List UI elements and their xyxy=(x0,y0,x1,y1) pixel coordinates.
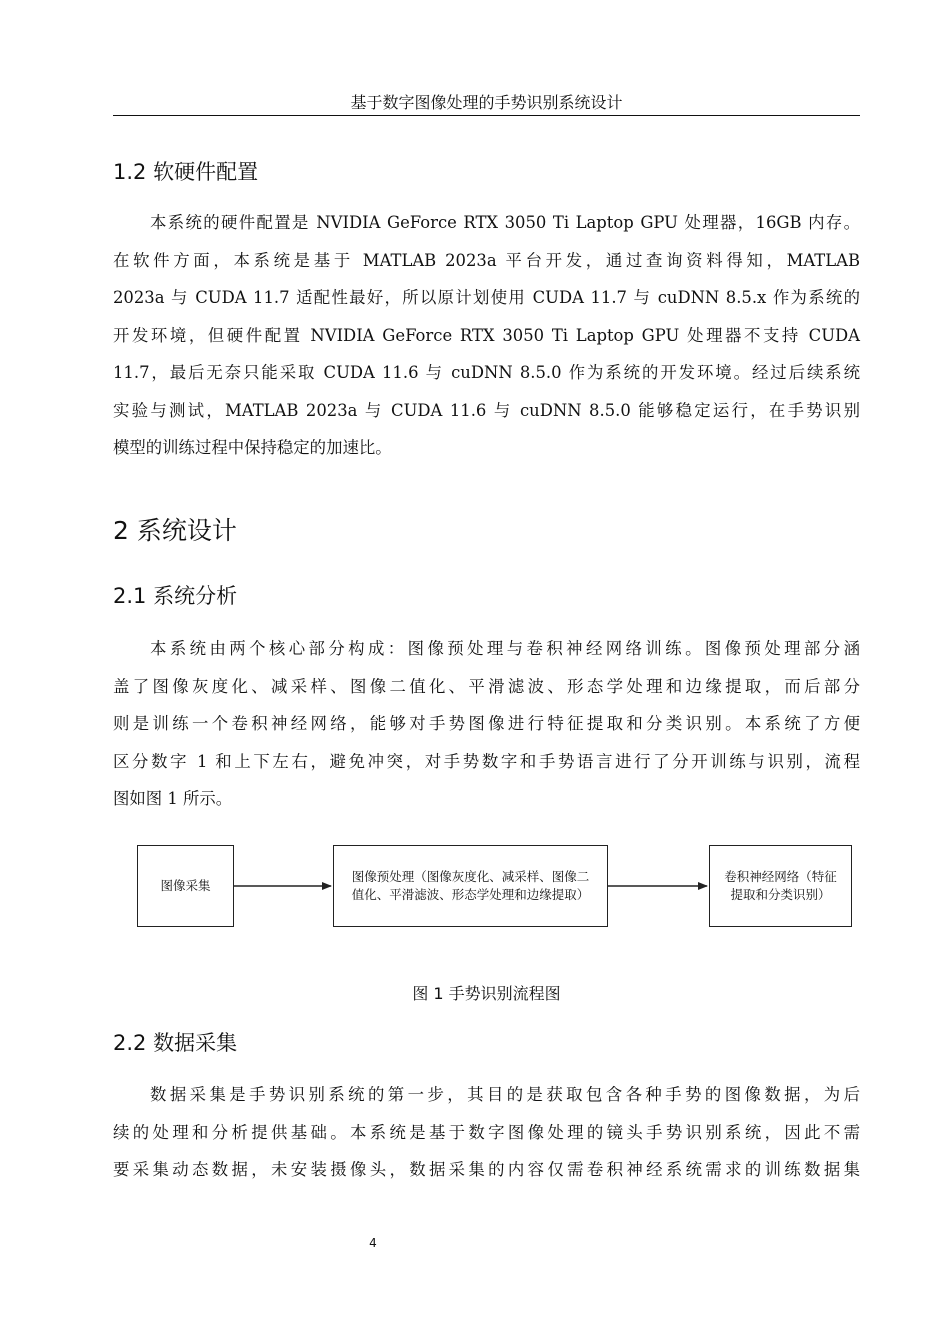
paragraph-line: 本系统的硬件配置是 NVIDIA GeForce RTX 3050 Ti Laptop GPU 处理器，16GB 内存。 xyxy=(150,213,860,232)
paragraph-line: 模型的训练过程中保持稳定的加速比。 xyxy=(113,438,392,457)
flow-box-image-capture xyxy=(137,845,234,927)
flow-box-label: 图像采集 xyxy=(160,878,211,893)
paragraph-line: 2023a 与 CUDA 11.7 适配性最好，所以原计划使用 CUDA 11.7 与 cuDNN 8.5.x 作为系统的 xyxy=(113,288,860,307)
paragraph-line: 开发环境，但硬件配置 NVIDIA GeForce RTX 3050 Ti Laptop GPU 处理器不支持 CUDA xyxy=(113,325,860,345)
flow-box-cnn xyxy=(709,845,852,927)
paragraph-line: 区分数字 1 和上下左右，避免冲突，对手势数字和手势语言进行了分开训练与识别，流程 xyxy=(113,751,860,771)
paragraph-line: 盖了图像灰度化、减采样、图像二值化、平滑滤波、形态学处理和边缘提取，而后部分 xyxy=(113,676,860,696)
paragraph-line: 数据采集是手势识别系统的第一步，其目的是获取包含各种手势的图像数据，为后 xyxy=(150,1085,860,1104)
running-header: 基于数字图像处理的手势识别系统设计 xyxy=(350,93,623,112)
flow-box-label: 卷积神经网络（特征 提取和分类识别） xyxy=(724,869,837,902)
paragraph-data-collection xyxy=(113,1076,860,1189)
paragraph-line: 实验与测试，MATLAB 2023a 与 CUDA 11.6 与 cuDNN 8.5.0 能够稳定运行，在手势识别 xyxy=(113,400,860,420)
paragraph-hardware-software xyxy=(113,204,860,467)
paragraph-line: 在软件方面，本系统是基于 MATLAB 2023a 平台开发，通过查询资料得知，MATLAB xyxy=(113,250,860,270)
paragraph-line: 则是训练一个卷积神经网络，能够对手势图像进行特征提取和分类识别。本系统了方便 xyxy=(113,714,860,733)
paragraph-line: 续的处理和分析提供基础。本系统是基于数字图像处理的镜头手势识别系统，因此不需 xyxy=(113,1122,860,1142)
section-heading-1-2: 1.2 软硬件配置 xyxy=(113,160,259,184)
paragraph-system-analysis xyxy=(113,630,860,818)
page-number: 4 xyxy=(369,1236,377,1250)
flow-box-label: 图像预处理（图像灰度化、减采样、图像二 值化、平滑滤波、形态学处理和边缘提取） xyxy=(351,869,590,902)
section-heading-2-2: 2.2 数据采集 xyxy=(113,1031,238,1055)
paragraph-line: 图如图 1 所示。 xyxy=(113,789,233,808)
header-rule xyxy=(113,115,860,116)
flow-box-preprocessing xyxy=(333,845,608,927)
figure-caption: 图 1 手势识别流程图 xyxy=(412,984,561,1003)
paragraph-line: 本系统由两个核心部分构成：图像预处理与卷积神经网络训练。图像预处理部分涵 xyxy=(150,639,860,658)
section-heading-2-1: 2.1 系统分析 xyxy=(113,584,238,608)
paragraph-line: 要采集动态数据，未安装摄像头，数据采集的内容仅需卷积神经系统需求的训练数据集 xyxy=(113,1160,860,1179)
chapter-heading-2: 2 系统设计 xyxy=(113,516,237,545)
paragraph-line: 11.7，最后无奈只能采取 CUDA 11.6 与 cuDNN 8.5.0 作为系统的开发环境。经过后续系统 xyxy=(113,363,860,382)
